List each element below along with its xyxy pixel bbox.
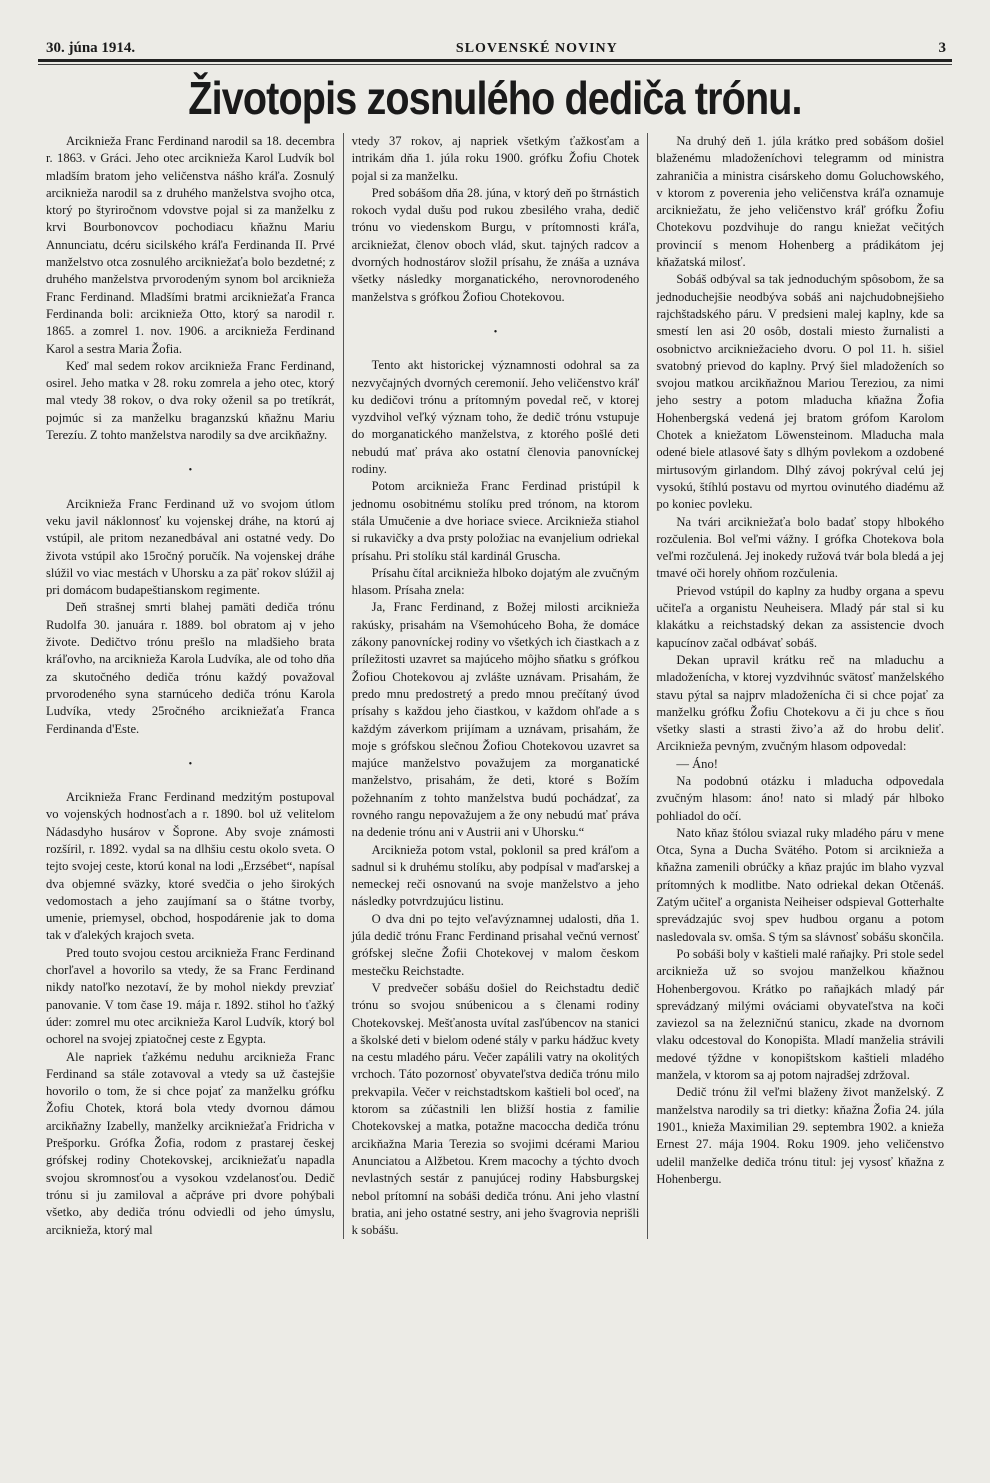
paragraph: Potom arcikniežа Franc Ferdinad pristúpil k jednomu osobitnému stolíku pred trónom, na ktorom stála Umučenie a dve horiace sviece. Arcikniežа stiahol si rukavičky a dva prsty položiac na evanjelium odriekal prísahu. Pri stolíku stál kardinál Gruscha.: [351, 479, 640, 563]
paragraph: Prísahu čítal arcikniežа hlboko dojatým ale zvučným hlasom. Prísaha znela:: [351, 565, 640, 598]
paragraph: Pred touto svojou cestou arcikniežа Franc Ferdinand chorľavel a hovorilo sa vtedy, že sa Franc Ferdinand nikdy natoľko nezotaví, že by mohol niekdy prevziať panovanie. V tom čase 19. mája r. 1892. stihol ho ťažký úder: zomrel mu otec arcikniežа Karol Ludvík, ktorý bol ochorel na svojej zpiatočnej ceste z Egypta.: [46, 945, 335, 1047]
section-separator: •: [493, 326, 498, 338]
oath-text: Ja, Franc Ferdinand, z Božej milosti arcikniežа rakúsky, prisahám na Všemohúceho Boha, že domáce zákony panovníckej rodiny vo všetkých ich čiastkach a z príležitosti uzavret sa majúceho môjho sňatku s grófkou Žofiou Chotekovou aj zvlášte uznávam. Prisahám, že predo mnu predostretý a predo mnou prečítaný úvod prísahy s každou jeho čiastkou, v každom ohľade a s každým záverkom prijímam a uznávam, prisahám, že moje s grófskou slečnou Žofiou Chotekovou uzavret sa majúce manželstvo považujem za morganatické manželstvo, prisahám, že deti, ktoré s Božím požehnaním z tohto manželstva budú pochádzať, za rovného rangu nepovažujem a že ony nebudú mať práva na dedenie trónu ani v Austrii ani v Uhorsku.“: [351, 600, 640, 840]
paragraph: Keď mal sedem rokov arcikniežа Franc Ferdinand, osirel. Jeho matka v 28. roku zomrela a jeho otec, ktorý mal vtedy 38 rokov, o dva roky oženil sa po tretíkrát, pojmúc si za manželku braganzskú kňažnu Mariu Terezíu. Z tohto manželstva narodily sa dve arcikňažny.: [46, 358, 335, 443]
paragraph: Deň strašnej smrti blahej pamäti dediča trónu Rudolfa 30. januára r. 1889. bol obratom aj v jeho živote. Dedičtvo trónu prešlo na mladšieho brata kráľovho, na arcikniežа Karola Ludvíka, ale od toho dňa za skutočného dediča trónu každý považoval prvorodeného syna starnúceho dediča trónu Karola Ludvíka, vtedy 25ročného arcikniežaťa Franca Ferdinanda d'Este.: [46, 600, 335, 736]
header-rule: [38, 64, 952, 65]
paragraph: Na druhý deň 1. júla krátko pred sobášom došiel blaženému mladoženíchovi telegramm od ministra zahraničia a ministra cisárskeho domu Goluchowského, v ktorom z poverenia jeho veličenstva kráľa oznamuje arcikniežatu, že jeho veličenstvo kráľ grófku Žofiu Chotekovu pozdvihuje do rangu kniežat večitých provincií s menom Hohenberg a prádikátom jej kňažatská milosť.: [656, 134, 945, 270]
paragraph: Prievod vstúpil do kaplny za hudby organa a spevu učiteľa a organistu Neuheisera. Mladý pár stal si ku klakátku a reichstadský dekan za assistencie dvoch kapucínov začal odbávať sobáš.: [656, 583, 945, 650]
article-headline: Životopis zosnulého dediča trónu.: [188, 72, 802, 124]
paragraph: Arcikniežа Franc Ferdinand narodil sa 18. decembra r. 1863. v Gráci. Jeho otec arcikniežа Karol Ludvík bol mladším bratom jeho veličenstva nášho kráľa. Zosnulý arcikniežа narodil sa z druhého manželstva svojho otca, ktorý po štyriročnom vdovstve pojal si za manželku z krvi Bourbonovcov pochodiacu kňažnu Mariu Annunciatu, dcéru sicilského kráľa Ferdinanda II. Prvé manželstvo otca zosnulého arcikniežaťa bolo bezdetné; z druhého manželstva prvorodeným synom bol arcikniežа Franc Ferdinand. Mladšími bratmi arcikniežaťa Franca Ferdinanda boli: arcikniežа Otto, ktorý sa narodil r. 1865. a zomrel 1. nov. 1906. a arcikniežа Ferdinand Karol a sestra Maria Žofia.: [46, 134, 335, 356]
paragraph: Dedič trónu žil veľmi blaženy život manželský. Z manželstva narodily sa tri dietky: kňažna Žofia 24. júla 1901., knieža Maximilian 29. septembra 1902. a knieža Ernest 27. mája 1904. Roku 1909. jeho veličenstvo udelil manželke dediča trónu titul: jej vysosť kňažna z Hohenbergu.: [656, 1085, 945, 1186]
paragraph: Ale napriek ťažkému neduhu arcikniežа Franc Ferdinand sa stále zotavoval a vtedy sa už častejšie hovorilo o tom, že si chce pojať za manželku grófku Žofiu Chotek, ktorá bola vtedy dvornou dámou arcikňažny Izabelly, manželky arcikniežaťa Fridricha v Prešporku. Grófka Žofia, rodom z prastarej českej grófskej rodiny Chotekovskej, arcikniežaťu napadla svojou skromnosťou a vysokou vzdelanosťou. Dedič trónu si ju zamiloval a ačpráve pri dvore pohýbali všetko, aby dediča trónu odviedli od jeho úmyslu, arcikniežа, ktorý mal: [46, 1049, 335, 1237]
paragraph: Tento akt historickej významnosti odohral sa za nezvyčajných dvorných ceremonií. Jeho veličenstvo kráľ ku dedičovi trónu a prítomným povedal reč, v ktorej vyzdvihol veľký význam toho, že dedič trónu vstupuje do morganatického manželstva, z ktorého pošlé deti nebudú mať práva ako ostatní členovia panovníckej rodiny.: [351, 358, 640, 477]
newspaper-name: SLOVENSKÉ NOVINY: [455, 41, 618, 56]
paragraph: O dva dni po tejto veľavýznamnej udalosti, dňa 1. júla dedič trónu Franc Ferdinand prisahal večnú vernosť grófskej slečne Žofii Chotekovej v malom českom mestečku Reichstadte.: [351, 911, 640, 978]
paragraph: Po sobáši boly v kaštieli malé raňajky. Pri stole sedel arcikniežа už so svojou manželkou kňažnou Hohenbergovou. Krátko po raňajkách mladý pár sprevádzaný milými ováciami obyvateľstva na koči zaviezol sa na železničnú stanicu, zkade na dvornom vlaku odcestoval do Konopišta. Mladí manželia strávili medové týždne v konopištskom kaštieli mladého manžela, v ktorom sa aj potom najradšej zdržoval.: [656, 946, 945, 1083]
page-number: 3: [938, 40, 946, 56]
paragraph: Na tvári arcikniežaťa bolo badať stopy hlbokého rozčulenia. Bol veľmi vážny. I grófka Chotekova bola veľmi rozčulená. Jej inokedy ružová tvár bola bledá a jej tmavé oči horely ohňom rozčulenia.: [656, 514, 945, 581]
section-separator: •: [188, 758, 193, 770]
issue-date: 30. júna 1914.: [46, 40, 136, 56]
paragraph: Arcikniežа Franc Ferdinand už vo svojom útlom veku javil náklonnosť ku vojenskej dráhe, na ktorú aj vstúpil, ale pritom nezanedbával ani ostatné vedy. Do života vstúpil ako 15ročný poručík. Na vojenskej dráhe slúžil vo viac mestách v Uhorsku a za päť rokov slúžil aj pri domácom budapeštianskom regimente.: [46, 496, 335, 598]
column-3: [647, 133, 952, 1239]
paragraph: Dekan upravil krátku reč na mladuchu a mladoženícha, v ktorej vyzdvihnúc svätosť manželského stavu pýtal sa najprv mladoženícha či si chce pojať za manželku grófku Žofiu Chotekovu a či ju chce s ňou všetky slasti a strasti živo’a až do hrobu deliť. Arcikniežа pevným, zvučným hlasom odpovedal:: [656, 652, 945, 754]
section-separator: •: [188, 465, 193, 477]
paragraph: Sobáš odbýval sa tak jednoduchým spôsobom, že sa jednoduchejšie neodbýva sobáš ani najchudobnejšieho rajchštadského páru. V predsieni malej kaplny, kde sa smestí len asi 20 osôb, dostali miesto žurnalisti a osobnictvo arcikniežacieho dvoru. O pol 11. h. sišiel svatobný prievod do kaplny. Prvý šiel mladoženích so svojou matkou arcikňažnou Mariou Tereziou, za nimi jeho sestry a potom mladucha kňažna Žofia Hohenbergská vedená jej bratom grófom Karolom Chotek a kniežatom Löwensteinom. Mladucha mala odené biele atlasové šaty s dlhým povlekom a ozdobené mirtusovým girlandom. Dlhý závoj pokrýval celú jej vysokú, štíhlú postavu od myrtou ovinutého diadému až po koniec povleku.: [656, 272, 945, 512]
column-2: [343, 133, 648, 1239]
paragraph: Pred sobášom dňa 28. júna, v ktorý deň po štrnástich rokoch vydal dušu pod rukou zbesilého vraha, dedič trónu vo viedenskom Burgu, v prítomnosti kráľa, arcikniežat, členov oboch vlád, skut. tajných radcov a dvorných hodnostárov složil prísahu, že znáša a uznáva všetky následky morganatického, nerovnorodeného manželstva s grófkou Žofiou Chotekovou.: [351, 185, 640, 304]
article-columns: [38, 133, 952, 1239]
page-header: [38, 40, 952, 62]
paragraph: Nato kňaz štólou sviazal ruky mladého páru v mene Otca, Syna a Ducha Svätého. Potom si arcikniežа a kňažna zamenili obrúčky a kňaz prajúc im blaho vyzval prítomných k modlitbe. Nato odriekal dekan Otčenáš. Zatým učiteľ a organista Neiheiser odspieval Gotterhalte sprevádzajúc svoj spev hudbou organu a potom nasledovala sv. omša. S tým sa slávnosť sobášu skončila.: [656, 825, 945, 944]
column-1: [38, 133, 343, 1239]
paragraph: vtedy 37 rokov, aj napriek všetkým ťažkosťam a intrikám dňa 1. júla roku 1900. grófku Žofiu Chotek pojal si za manželku.: [351, 134, 640, 183]
paragraph: V predvečer sobášu došiel do Reichstadtu dedič trónu so svojou snúbenicou a s členami rodiny Chotekovskej. Mešťanosta uvítal zasľúbencov na stanici a školské deti v bielom odené stály v parku hádžuc kvety na cestu mladého páru. Večer zapálili vatry na okolitých vrchoch. Táto pozornosť obyvateľstva dediča trónu milo prekvapila. Večer v reichstadtskom kaštieli bol oceď, na ktorom sa zúčastnili len bližší hostia z familie Chotekovskej a matka, potažne macoccha dediča trónu arcikňažna Maria Terezia so svojimi dcérami Mariou Anunciatou a Alžbetou. Krem macochy a týchto dvoch nevlastných sestár z panujúcej rodiny Habsburgskej nebol prítomní na sobáši dediča trónu. Ani jeho vlastní bratia, ani jeho ostatné sestry, ani jeho švagrovia neprišli k sobášu.: [351, 980, 640, 1238]
paragraph: — Áno!: [676, 756, 718, 771]
paragraph: Arcikniežа Franc Ferdinand medzitým postupoval vo vojenských hodnosťach a r. 1890. bol už velitelom Nádasdyho husárov v Šoprone. Aby svoje známosti rozšíril, r. 1892. vydal sa na dlhšiu cestu okolo sveta. O tejto svojej ceste, ktorú konal na lodi „Erzsébet“, napísal dva objemné sväzky, ktoré svedčia o jeho širokých vedomostach a jeho zaujímaní sa o štátne tvorby, umenie, priemysel, obchod, hospodárenie jak to doma tak v ďalekých krajoch sveta.: [46, 790, 335, 943]
paragraph: Arcikniežа potom vstal, poklonil sa pred kráľom a sadnul si k druhému stolíku, aby podpísal v maďarskej a nemeckej reči osnovanú na svoje manželstvo a jeho následky potvrdzujúcu listinu.: [351, 842, 640, 909]
paragraph: Na podobnú otázku i mladucha odpovedala zvučným hlasom: áno! nato si mladý pár hlboko pohliadol do očí.: [656, 773, 945, 823]
